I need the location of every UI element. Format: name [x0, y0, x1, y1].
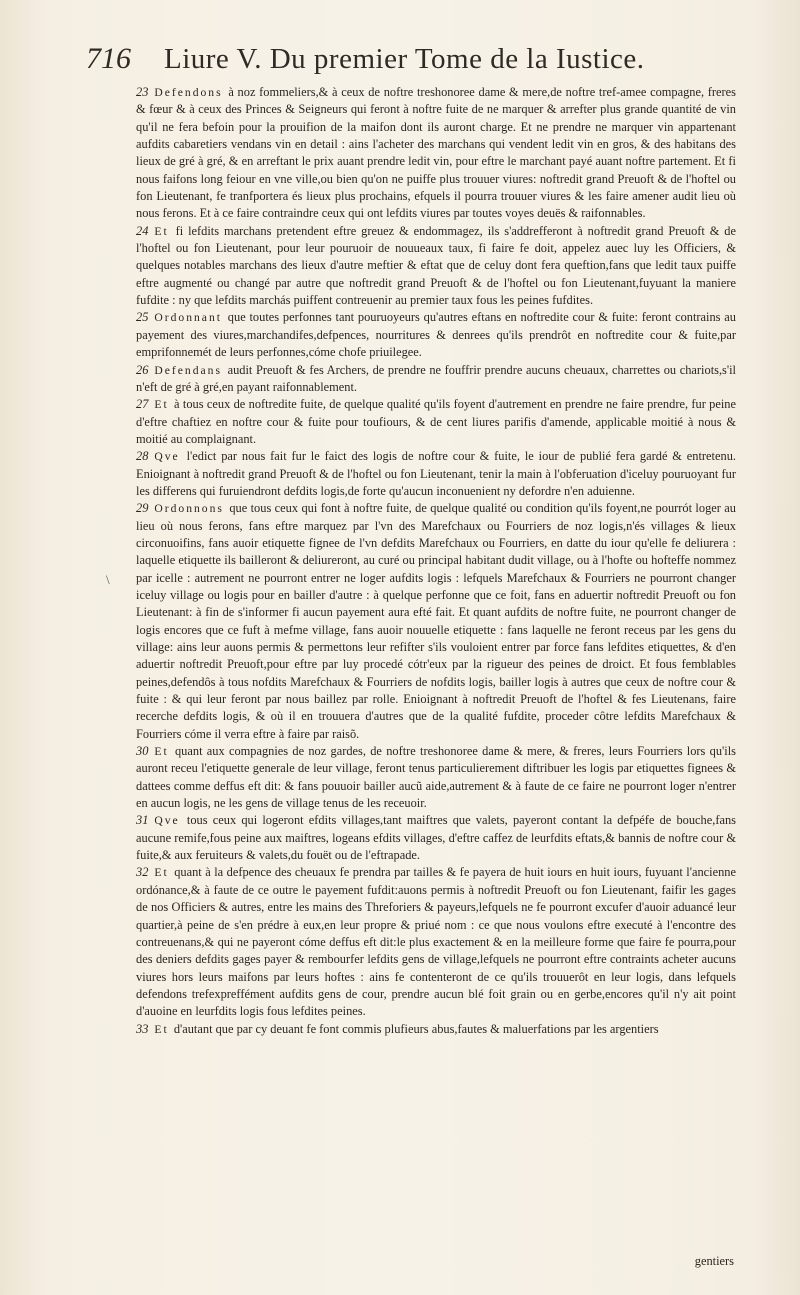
- article-number: 24: [136, 223, 149, 238]
- page-header: [86, 42, 726, 82]
- article-33: [136, 1021, 736, 1038]
- article-number: 30: [136, 744, 149, 759]
- article-number: 28: [136, 449, 149, 464]
- article-text: audit Preuoft & fes Archers, de prendre ne fouffrir prendre aucuns cheuaux, charrettes ou chariots,s'il n'eft de gré à gré,en payant raifonnablement.: [136, 362, 736, 394]
- article-lead-word: Qve: [154, 814, 180, 828]
- article-number: 33: [136, 1021, 149, 1036]
- catchword: gentiers: [694, 1254, 734, 1268]
- article-lead-word: Defendons: [154, 86, 223, 99]
- article-number: 29: [136, 501, 149, 516]
- article-number: 23: [136, 85, 149, 99]
- article-text: que tous ceux qui font à noftre fuite, de quelque qualité ou condition qu'ils foyent,ne pourrót loger au lieu où nous ferons, fans eftre marquez par l'vn des Marefchaux ou Fourriers de noz logis,n'és villages & lieux circonuoifins, fans auoir etiquette fignee de l'vn defdits Marefchaux ou Fourriers, en datte du iour qu'elle fe deliurera : laquelle etiquette ils bailleront & deliureront, au curé ou principal habitant dudit village, ou à l'hofte ou hofteffe nommez par icelle : autrement ne pourront entrer ne loger aufdits logis : lefquels Marefchaux & Fourriers ne pourront changer iceluy village ou logis pour en bailler d'autre : à quelque perfonne que ce foit, fans en aduertir noftredit Preuoft ou fon Lieutenant: à fin de s'informer fi aucun payement aura efté fait. Et quant aufdits de noftre fuite, ne pourront changer de logis encores que ce fuft à mefme village, fans auoir nouuelle etiquette : fans laquelle ne feront receus par les gens du village: ains leur auons permis & permettons leur refifter s'ils vouloient entrer par force fans lefdites etiquettes, & d'en aduertir noftredit Preuoft,pour eftre par luy procedé cótr'eux par la rigueur des peines de droict. Et fous femblables peines,defendôs à tous nofdits Marefchaux & Fourriers de nofdits logis, bailler logis à autres que ceux de noftre cour & fuite : & qui leur feront par nous baillez par rolle. Enioignant à noftredit Preuoft de l'hoftel & fes Lieutenans, faire recerche defdits logis, & où il en trouuera d'autres que de la qualité fufdite, proceder côtre lefdits Marefchaux & Fourriers cóme il verra eftre à faire par raisõ.: [136, 501, 736, 741]
- article-number: 32: [136, 865, 149, 880]
- article-number: 25: [136, 310, 149, 325]
- article-number: 27: [136, 397, 149, 412]
- article-text: que toutes perfonnes tant pouruoyeurs qu'autres eftans en noftredite cour & fuite: feront contrains au payement des viures,marchandifes,defpences, nourritures & denrees qu'ils prendrôt en noftredite cour & fuite,par emprifonnemét de leurs perfonnes,cóme chofe priuilegee.: [136, 310, 736, 360]
- text-body: [136, 84, 736, 1254]
- running-title: Liure V. Du premier Tome de la Iustice.: [164, 43, 645, 75]
- article-number: 26: [136, 362, 149, 377]
- article-text: quant aux compagnies de noz gardes, de noftre treshonoree dame & mere, & freres, leurs Fourriers lors qu'ils auront receu l'etiquette generale de leur village, feront tenus particulierement diftribuer les logis par etiquettes fignees & dattees comme deffus eft dit: & fans pouuoir bailler aucũ aide,autrement & à faute de ce faire ne pourront loger n'entrer en aucun logis, ne les gens de village tenus de les receuoir.: [136, 744, 736, 811]
- article-27: [136, 396, 736, 448]
- article-lead-word: Et: [154, 1022, 169, 1036]
- article-text: à tous ceux de noftredite fuite, de quelque qualité qu'ils foyent d'autrement en prendre ne faire prendre, fur peine d'eftre chaftiez en noftre cour & fuite pour toufiours, & de cent liures parifis d'amende, applicable moitié à nous & moitié au complaignant.: [136, 397, 736, 446]
- margin-mark: \: [106, 572, 110, 587]
- article-lead-word: Qve: [154, 450, 180, 464]
- article-lead-word: Et: [154, 745, 169, 759]
- article-lead-word: Et: [154, 866, 169, 880]
- article-lead-word: Ordonnant: [154, 311, 222, 325]
- article-text: tous ceux qui logeront efdits villages,tant maiftres que valets, payeront contant la defpéfe de bouche,fans aucune remife,fous peine aux maiftres, logeans efdits villages, d'eftre caffez de leurfdits eftats,& bannis de noftre cour & fuite,& aux feruiteurs & valets,du fouët ou de l'eftrapade.: [136, 813, 736, 863]
- article-text: à noz fommeliers,& à ceux de noftre treshonoree dame & mere,de noftre tref-amee compagne, freres & fœur & à ceux des Princes & Seigneurs qui feront à noftre fuite de ne marquer & arrefter plus grande quantité de vin qu'il ne fera befoin pour la prouifion de la maifon dont ils auront charge. Et ne prendre ne marquer vin appartenant aufdits cabaretiers vendans vin en detail : ains l'acheter des marchans qui vendent ledit vin en gros, & des habitans des lieux de gré à gré, & en arreftant le prix auant prendre ledit vin, pour eftre le marchant payé auant noftre partement. Et fi nous faifons long feiour en vne ville,ou bien qu'on ne puiffe plus trouuer viures: noftredit grand Preuoft & de l'hoftel ou fon Lieutenant, fe tranfportera és lieux plus prochains, efquels il pourra trouuer viures & les faire amener audit lieu où nous ferons. Et à ce faire contraindre ceux qui ont lefdits viures par toutes voyes deuës & raifonnables.: [136, 85, 736, 221]
- article-text: fi lefdits marchans pretendent eftre greuez & endommagez, ils s'addrefferont à noftredit grand Preuoft & de l'hoftel ou fon Lieutenant, pour leur pouruoir de nouueaux taux, fi faire fe doit, appelez auec luy les Officiers, & quelques notables marchans des lieux d'autre meftier & eftat que de celuy dont fera queftion,fans que ledit taux puiffe eftre augmenté ou changé par autre que noftredit grand Preuoft & de l'hoftel ou fon Lieutenant,fuyuant la maniere fufdite : ny que lefdits marchás puiffent contreuenir au premier taux fous les peines fufdites.: [136, 223, 736, 308]
- article-lead-word: Et: [154, 224, 169, 238]
- article-lead-word: Ordonnons: [154, 502, 224, 516]
- article-lead-word: Et: [154, 398, 169, 412]
- article-26: [136, 362, 736, 397]
- article-text: l'edict par nous fait fur le faict des logis de noftre cour & fuite, le iour de publié fera gardé & entretenu. Enioignant à noftredit grand Preuoft & de l'hoftel ou fon Lieutenant, tenir la main à l'obferuation d'iceluy pouruoyant fur les differens qui furuiendront defdits logis,de forte qu'aucun inconuenient ny defordre n'en aduienne.: [136, 449, 736, 498]
- article-30: [136, 743, 736, 812]
- article-number: 31: [136, 813, 149, 828]
- folio-number: 716: [86, 42, 131, 75]
- article-25: [136, 309, 736, 361]
- article-23: [136, 84, 736, 223]
- article-text: d'autant que par cy deuant fe font commis plufieurs abus,fautes & maluerfations par les argentiers: [173, 1021, 659, 1036]
- article-32: [136, 864, 736, 1020]
- article-29: [136, 500, 736, 743]
- article-24: [136, 223, 736, 310]
- article-31: [136, 812, 736, 864]
- article-lead-word: Defendans: [154, 363, 222, 377]
- article-28: [136, 448, 736, 500]
- article-text: quant à la defpence des cheuaux fe prendra par tailles & fe payera de huit iours en huit iours, fuyuant l'ancienne ordónance,& à faute de ce outre le payement fufdit:auons permis à noftredit Preuoft ou fon Lieutenant, faifir les gages de nos Officiers & autres, entre les mains des Threforiers & payeurs,lefquels ne fe pourront excufer d'auoir aduancé leur quartier,à peine de s'en prédre à eux,en leur propre & priué nom : ce que nous voulons eftre executé à l'encontre des contreuenans,& qui ne payeront cóme deffus eft dit:le plus exactement & en la meilleure forme que faire fe pourra,pour des deniers defdits gages payer & rembourfer lefdits gens de village,lefquels ne pourront eftre contraints acheter aucuns viures hors leurs maifons par leurs hoftes : ains fe contenteront de ce qu'ils trouuerôt en leur logis, dans lefquels defendons trefexpreffément aufdits gens de cour, prendre aucun blé foit grain ou en gerbe,encores qu'il n'y ait point d'auoine en leurfdits logis fous lefdites peines.: [136, 865, 736, 1019]
